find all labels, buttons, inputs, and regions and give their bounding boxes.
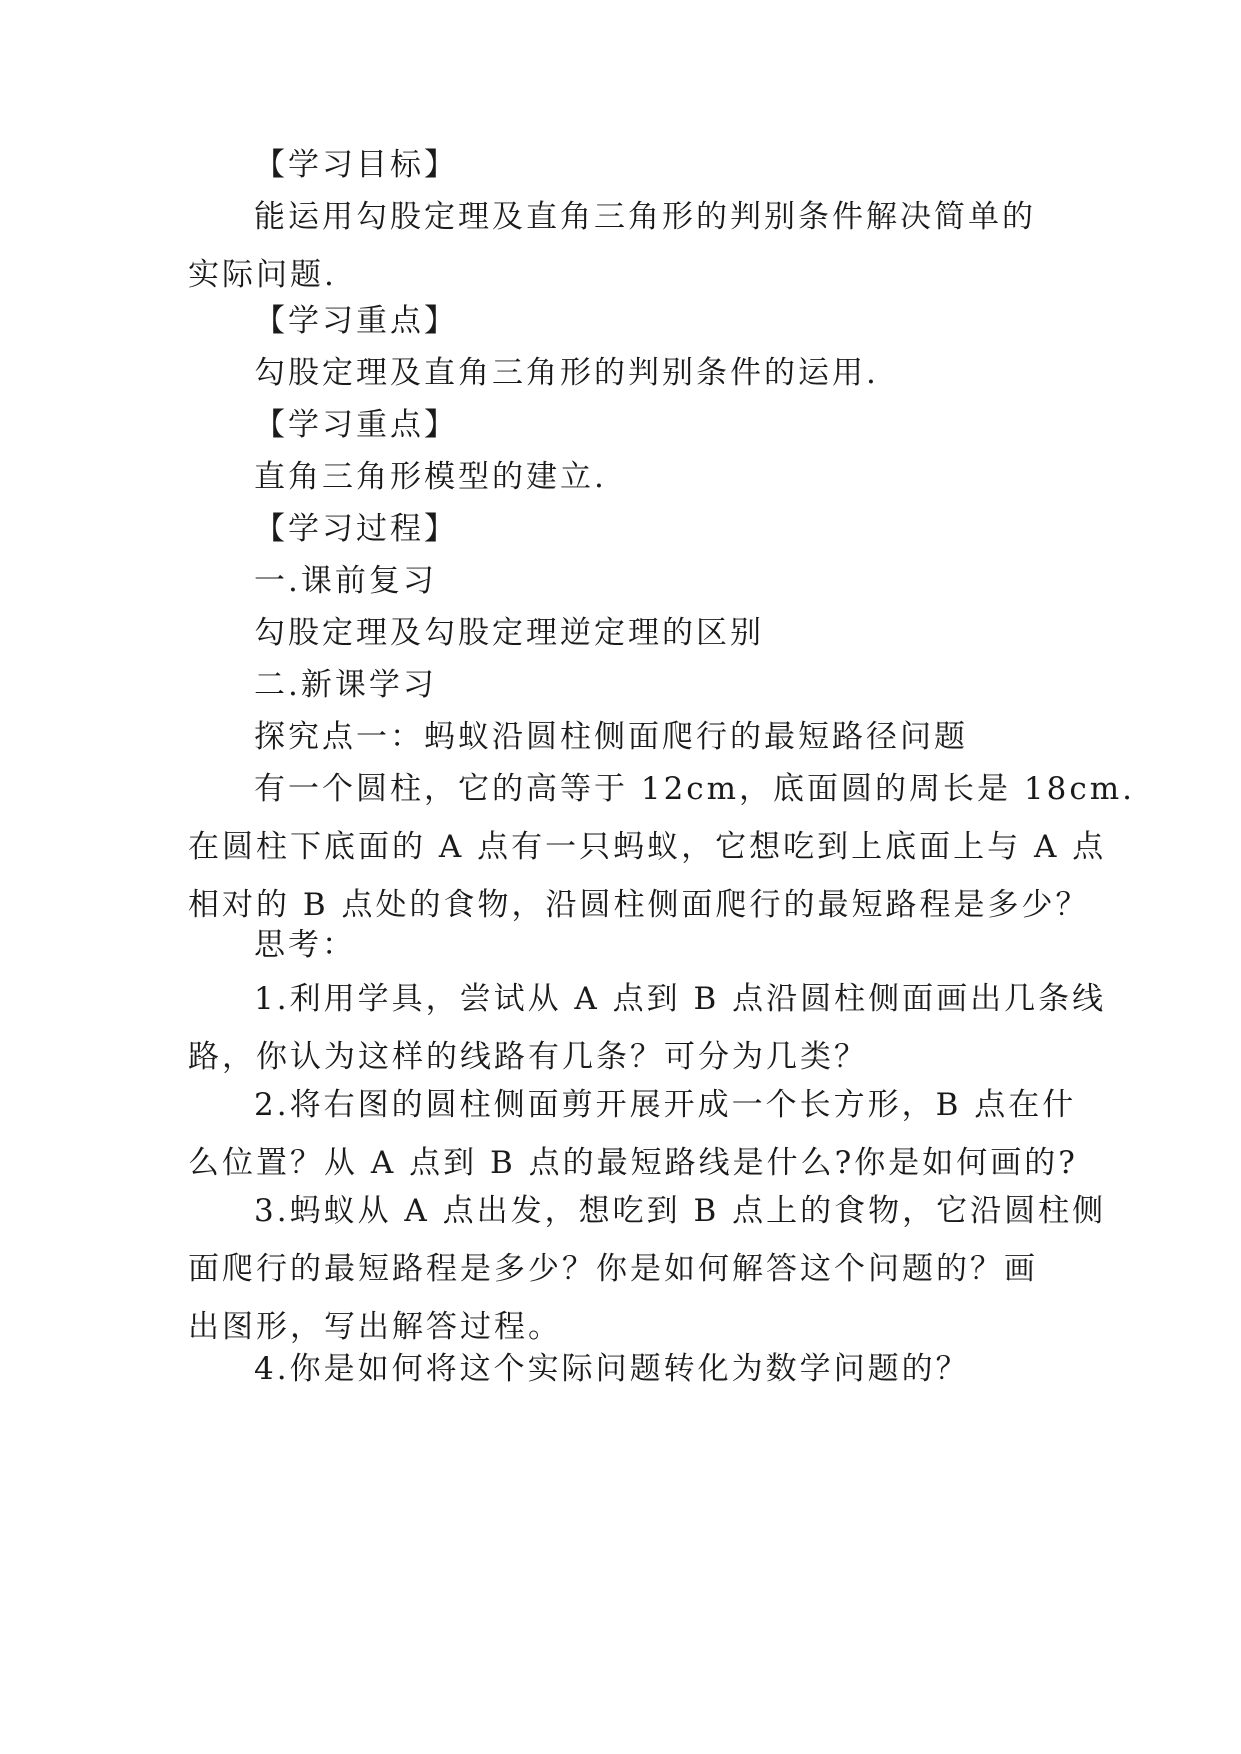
explore-point-title: 探究点一：蚂蚁沿圆柱侧面爬行的最短路径问题 xyxy=(254,719,968,755)
think-label: 思考： xyxy=(254,927,356,963)
heading-key-points-1: 【学习重点】 xyxy=(254,303,458,339)
question-2: 2.将右图的圆柱侧面剪开展开成一个长方形，B 点在什 么位置？从 A 点到 B 点的最短路线是什么?你是如何画的? xyxy=(188,1087,1078,1181)
key-points-1-body: 勾股定理及直角三角形的判别条件的运用. xyxy=(254,355,879,391)
question-4: 4.你是如何将这个实际问题转化为数学问题的？ xyxy=(254,1351,970,1387)
question-1: 1.利用学具，尝试从 A 点到 B 点沿圆柱侧面画出几条线 路，你认为这样的线路有几条？可分为几类？ xyxy=(188,981,1107,1075)
new-lesson-title: 二.新课学习 xyxy=(254,667,437,703)
review-section-body: 勾股定理及勾股定理逆定理的区别 xyxy=(254,615,764,651)
question-3: 3.蚂蚁从 A 点出发，想吃到 B 点上的食物，它沿圆柱侧 面爬行的最短路程是多少？你是如何解答这个问题的？画 出图形，写出解答过程。 xyxy=(188,1193,1107,1345)
learning-goals-body: 能运用勾股定理及直角三角形的判别条件解决简单的 实际问题. xyxy=(188,199,1036,293)
review-section-title: 一.课前复习 xyxy=(254,563,437,599)
heading-learning-goals: 【学习目标】 xyxy=(254,147,458,183)
key-points-2-body: 直角三角形模型的建立. xyxy=(254,459,607,495)
heading-key-points-2: 【学习重点】 xyxy=(254,407,458,443)
heading-learning-process: 【学习过程】 xyxy=(254,511,458,547)
problem-statement: 有一个圆柱，它的高等于 12cm，底面圆的周长是 18cm. 在圆柱下底面的 A 点有一只蚂蚁，它想吃到上底面上与 A 点 相对的 B 点处的食物，沿圆柱侧面爬行的最短路程是多少？ xyxy=(188,771,1135,923)
